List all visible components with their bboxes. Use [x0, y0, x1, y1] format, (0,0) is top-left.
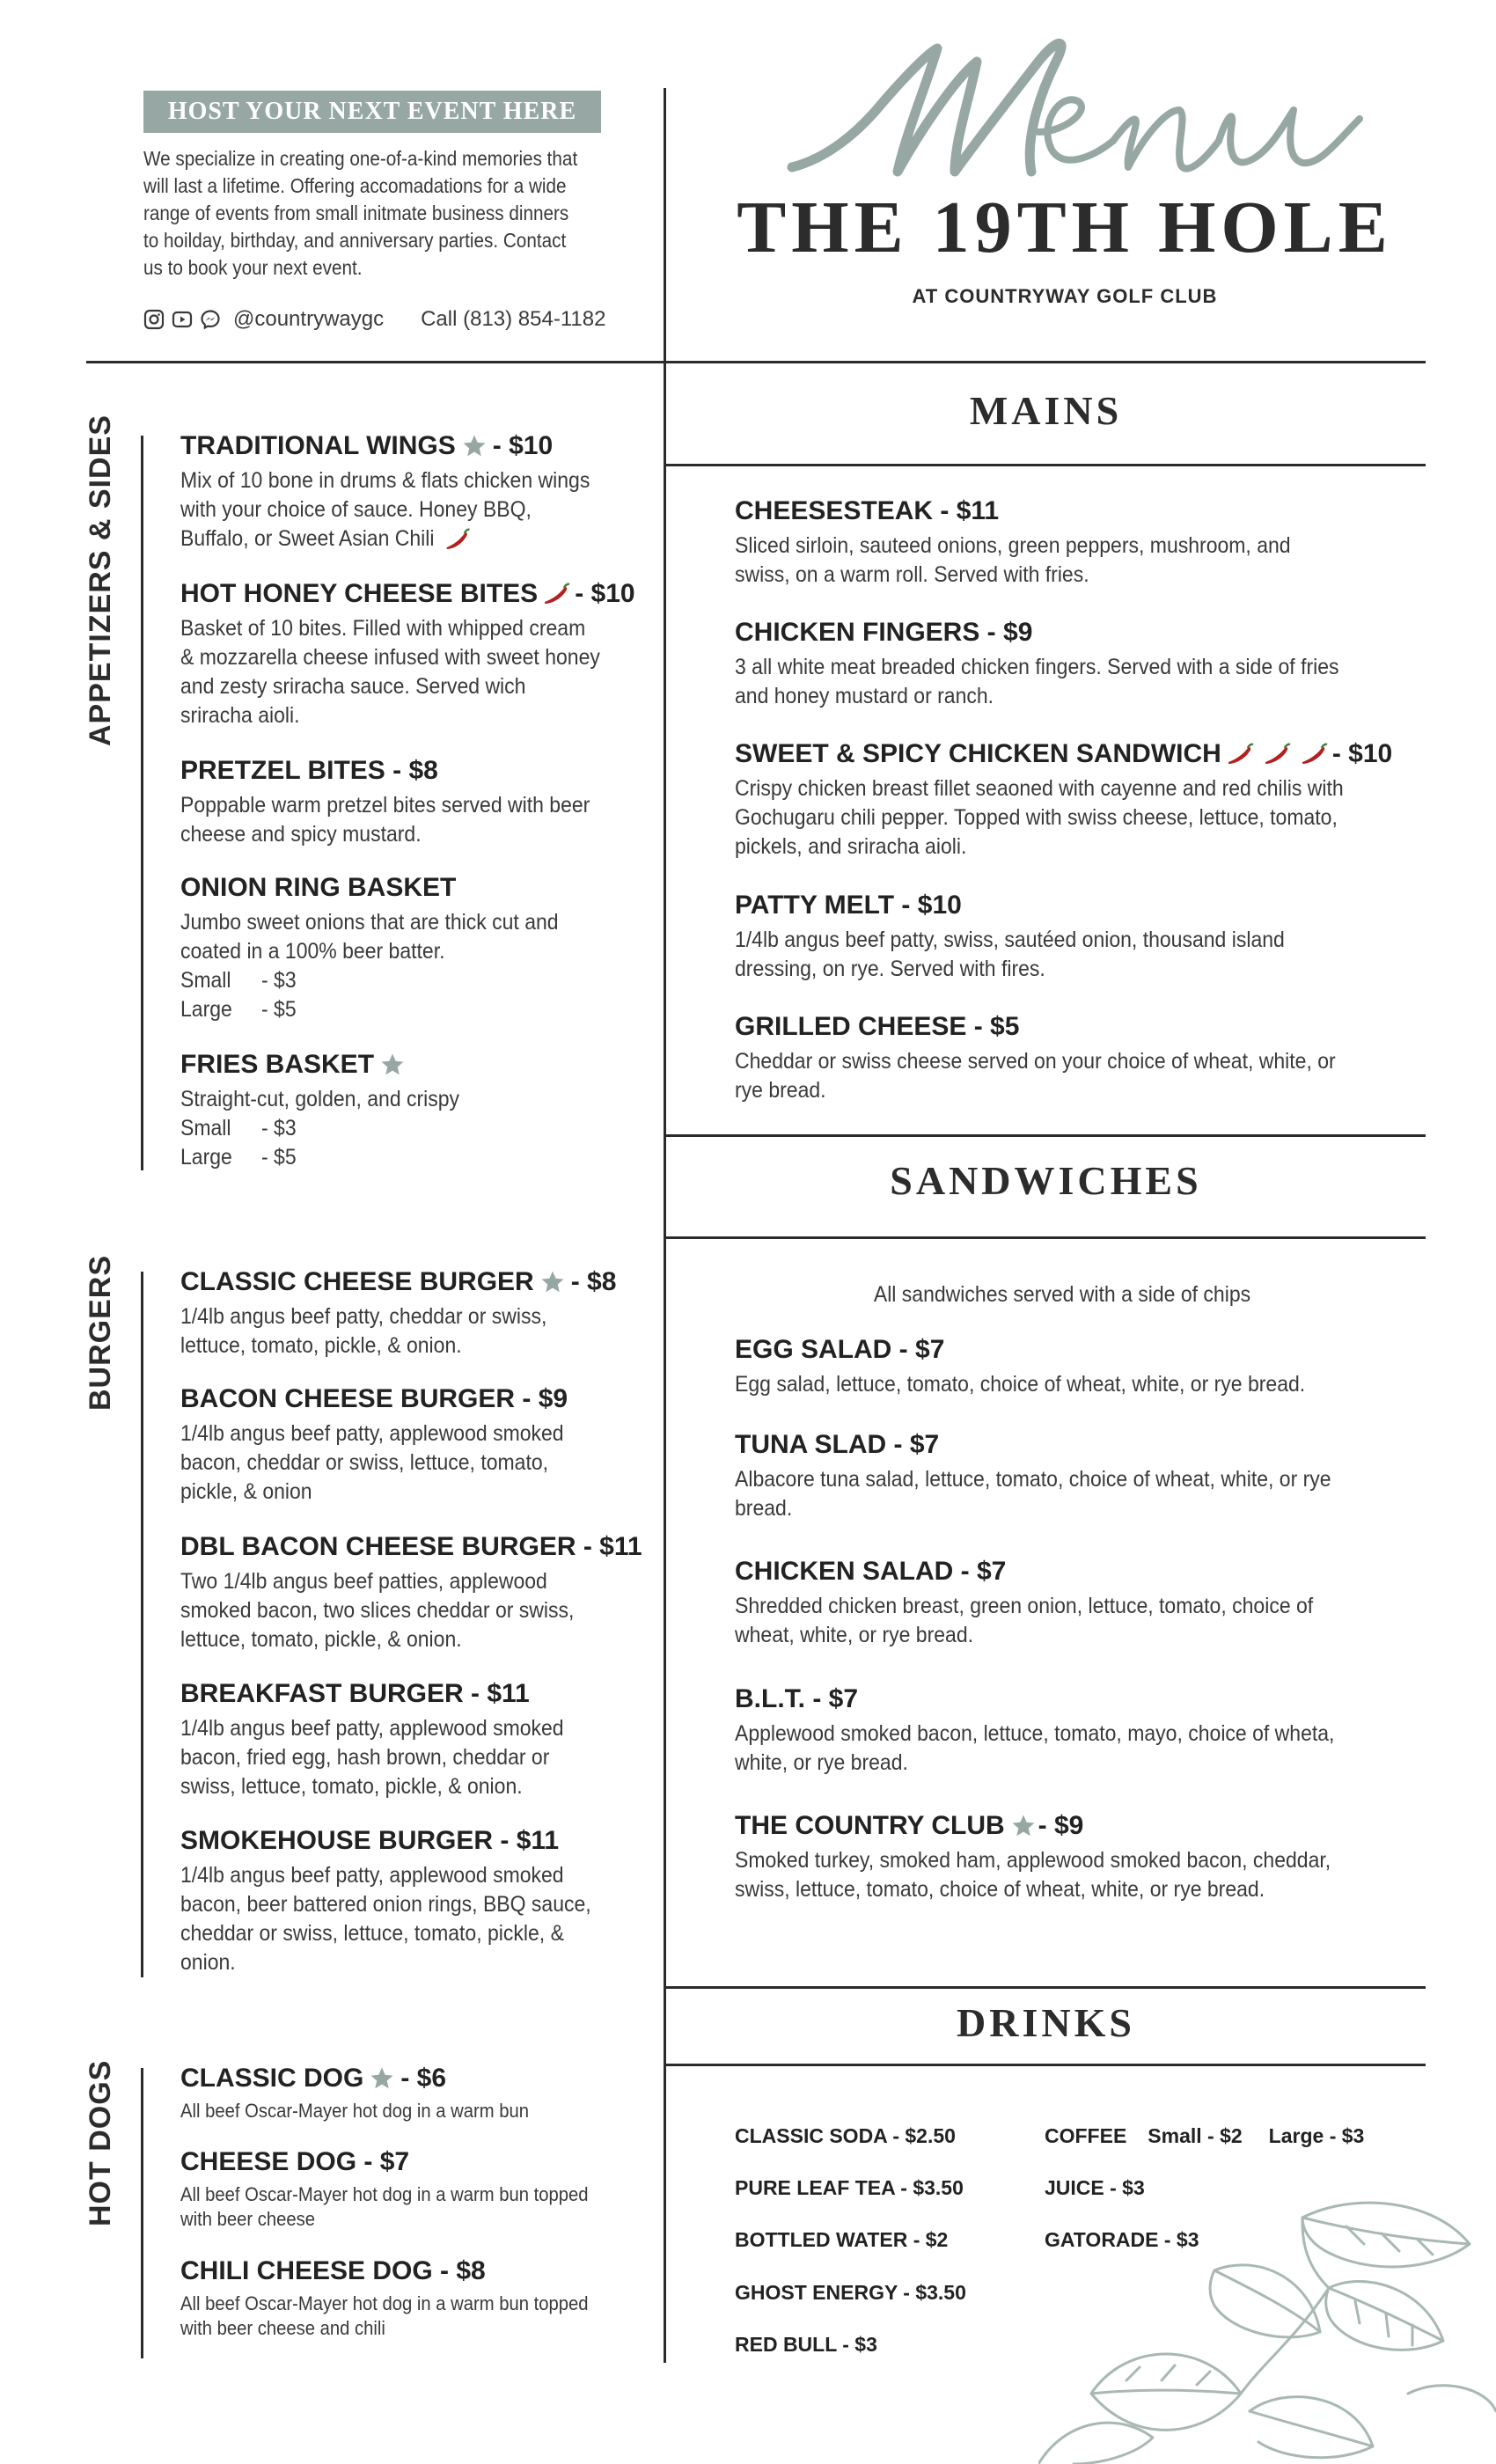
item-description: 1/4lb angus beef patty, swiss, sautéed onion, thousand island dressing, on rye. Served with fires. [735, 928, 1285, 981]
item-name: ONION RING BASKET [180, 873, 457, 902]
item-price: - $6 [400, 2064, 447, 2093]
item-description: All beef Oscar-Mayer hot dog in a warm bun [180, 2100, 529, 2122]
item-description: 1/4lb angus beef patty, applewood smoked bacon, fried egg, hash brown, cheddar or swiss, lettuce, tomato, pickle, & onion. [180, 1716, 564, 1799]
sandwiches-top-divider [666, 1134, 1426, 1137]
sandwiches-divider [666, 1236, 1426, 1239]
item-name: CHICKEN FINGERS - $9 [735, 618, 1033, 647]
host-event-text: We specialize in creating one-of-a-kind memories that will last a lifetime. Offering accomadations for a wide range of events from small initmate business dinners to hoilday, birthday, and anniversary parties. Contact us to book your next event. [143, 147, 578, 279]
item-description: Applewood smoked bacon, lettuce, tomato, mayo, choice of wheta, white, or rye bread. [735, 1721, 1335, 1775]
drink-item: PURE LEAF TEA - $3.50 [735, 2176, 964, 2199]
drink-item: BOTTLED WATER - $2 [735, 2228, 949, 2251]
host-event-heading: HOST YOUR NEXT EVENT HERE [143, 91, 601, 133]
item-name: CHEESE DOG - $7 [180, 2147, 410, 2176]
item-description: All beef Oscar-Mayer hot dog in a warm bun topped with beer cheese [180, 2183, 589, 2230]
item-description: Straight-cut, golden, and crispy [180, 1087, 460, 1111]
mains-divider [666, 464, 1426, 466]
menu-item [180, 2255, 638, 2341]
menu-item [735, 1555, 1404, 1650]
menu-item [735, 889, 1404, 984]
appetizers-bar [141, 436, 143, 1170]
menu-item [735, 1333, 1404, 1399]
drink-item: GHOST ENERGY - $3.50 [735, 2281, 966, 2304]
menu-item [180, 429, 638, 554]
appetizers-label: APPETIZERS & SIDES [84, 414, 117, 746]
item-name: CHILI CHEESE DOG - $8 [180, 2256, 486, 2285]
item-name: CLASSIC CHEESE BURGER [180, 1267, 534, 1296]
drink-item-coffee: COFFEE Small - $2 Large - $3 [1045, 2124, 1365, 2147]
size-row: Large - $5 [180, 1145, 297, 1170]
hotdogs-bar [141, 2068, 143, 2358]
size-row: Small - $3 [180, 968, 297, 993]
instagram-icon[interactable] [143, 309, 165, 330]
item-price: - $10 [575, 579, 635, 608]
item-price: - $8 [570, 1267, 617, 1296]
phone-number[interactable]: Call (813) 854-1182 [421, 307, 606, 331]
star-icon [1010, 1813, 1037, 1839]
menu-item [180, 1265, 638, 1360]
menu-item [180, 871, 638, 1024]
menu-item [735, 1010, 1404, 1105]
burgers-label: BURGERS [84, 1254, 117, 1411]
size-row: Small - $3 [180, 1116, 297, 1140]
item-description: Smoked turkey, smoked ham, applewood smoked bacon, cheddar, swiss, lettuce, tomato, choice of wheat, white, or rye bread. [735, 1848, 1331, 1902]
menu-item [735, 1428, 1404, 1523]
item-name: B.L.T. - $7 [735, 1684, 859, 1713]
item-description: Sliced sirloin, sauteed onions, green peppers, mushroom, and swiss, on a warm roll. Served with fries. [735, 533, 1291, 587]
item-description: Cheddar or swiss cheese served on your choice of wheat, white, or rye bread. [735, 1049, 1336, 1103]
menu-item [735, 616, 1404, 711]
menu-item [180, 754, 638, 849]
chili-pepper-icon [444, 526, 471, 553]
item-description: Basket of 10 bites. Filled with whipped cream & mozzarella cheese infused with sweet honey and zesty sriracha sauce. Served wich sriracha aioli. [180, 616, 600, 728]
item-name: CHEESESTEAK - $11 [735, 496, 1000, 525]
item-description: Poppable warm pretzel bites served with beer cheese and spicy mustard. [180, 793, 590, 847]
item-description: Mix of 10 bone in drums & flats chicken wings with your choice of sauce. Honey BBQ, Buffalo, or Sweet Asian Chili [180, 468, 590, 551]
item-description: 1/4lb angus beef patty, applewood smoked bacon, cheddar or swiss, lettuce, tomato, pickle, & onion [180, 1421, 564, 1504]
item-description: 3 all white meat breaded chicken fingers. Served with a side of fries and honey mustard or ranch. [735, 655, 1339, 708]
item-price: - $10 [1331, 739, 1393, 768]
item-name: EGG SALAD - $7 [735, 1335, 945, 1364]
item-name: PATTY MELT - $10 [735, 891, 962, 920]
youtube-icon[interactable] [172, 309, 193, 330]
menu-script-text: Menu [774, 26, 777, 27]
item-price: - $10 [492, 431, 554, 460]
item-name: BACON CHEESE BURGER - $9 [180, 1384, 568, 1413]
drinks-divider [666, 2064, 1426, 2066]
item-description: Jumbo sweet onions that are thick cut and coated in a 100% beer batter. [180, 910, 559, 964]
drinks-top-divider [666, 1986, 1426, 1989]
item-name: TRADITIONAL WINGS [180, 431, 456, 460]
size-row: Large - $5 [180, 997, 297, 1022]
chili-pepper-icon [541, 581, 571, 607]
item-description: Two 1/4lb angus beef patties, applewood smoked bacon, two slices cheddar or swiss, lettuce, tomato, pickle, & onion. [180, 1569, 575, 1652]
star-icon [539, 1269, 566, 1295]
menu-item [735, 495, 1404, 590]
item-name: FRIES BASKET [180, 1050, 375, 1079]
menu-item [735, 1809, 1404, 1904]
item-name: GRILLED CHEESE - $5 [735, 1012, 1020, 1041]
menu-item [180, 1530, 656, 1654]
chili-pepper-icon [1299, 741, 1329, 767]
messenger-icon[interactable] [200, 309, 221, 330]
item-price: - $9 [1038, 1811, 1084, 1840]
drinks-title: DRINKS [957, 2000, 1135, 2045]
social-handle[interactable]: @countrywaygc [233, 307, 385, 331]
menu-item [180, 2145, 638, 2232]
item-name: CLASSIC DOG [180, 2064, 364, 2093]
social-row [143, 304, 605, 334]
menu-item [735, 1683, 1404, 1778]
item-name: DBL BACON CHEESE BURGER - $11 [180, 1532, 642, 1561]
menu-item [180, 1677, 638, 1801]
hotdogs-label: HOT DOGS [84, 2059, 117, 2226]
item-description: Albacore tuna salad, lettuce, tomato, choice of wheat, white, or rye bread. [735, 1467, 1331, 1521]
menu-item [180, 2062, 638, 2123]
item-name: TUNA SLAD - $7 [735, 1430, 940, 1459]
basil-leaves-illustration [1038, 2191, 1496, 2464]
drink-item: GATORADE - $3 [1045, 2228, 1199, 2251]
item-description: Shredded chicken breast, green onion, lettuce, tomato, choice of wheat, white, or rye bread. [735, 1594, 1314, 1647]
drink-item: CLASSIC SODA - $2.50 [735, 2124, 956, 2147]
star-icon [461, 433, 488, 459]
menu-item [180, 1382, 638, 1507]
item-description: All beef Oscar-Mayer hot dog in a warm bun topped with beer cheese and chili [180, 2292, 589, 2339]
item-description: Egg salad, lettuce, tomato, choice of wheat, white, or rye bread. [735, 1372, 1306, 1397]
menu-item [180, 577, 638, 730]
star-icon [369, 2065, 395, 2092]
star-icon [379, 1052, 406, 1078]
restaurant-title: THE 19TH HOLE [737, 187, 1393, 268]
drink-item: RED BULL - $3 [735, 2333, 877, 2356]
item-name: PRETZEL BITES - $8 [180, 756, 438, 785]
menu-script-logo [774, 26, 1373, 202]
mains-title: MAINS [969, 388, 1123, 433]
restaurant-subtitle: AT COUNTRYWAY GOLF CLUB [912, 285, 1218, 307]
item-name: SWEET & SPICY CHICKEN SANDWICH [735, 739, 1221, 768]
drink-item: JUICE - $3 [1045, 2176, 1145, 2199]
item-name: SMOKEHOUSE BURGER - $11 [180, 1826, 560, 1855]
item-name: HOT HONEY CHEESE BITES [180, 579, 539, 608]
burgers-bar [141, 1272, 143, 1977]
item-name: THE COUNTRY CLUB [735, 1811, 1005, 1840]
menu-item [180, 1048, 638, 1172]
item-description: 1/4lb angus beef patty, applewood smoked bacon, beer battered onion rings, BBQ sauce, cheddar or swiss, lettuce, tomato, pickle, & onion. [180, 1863, 591, 1975]
item-name: CHICKEN SALAD - $7 [735, 1557, 1007, 1586]
menu-item [735, 737, 1412, 862]
item-name: BREAKFAST BURGER - $11 [180, 1679, 530, 1708]
sandwiches-title: SANDWICHES [890, 1158, 1202, 1203]
chili-pepper-icon [1262, 741, 1292, 767]
item-description: Crispy chicken breast fillet seaoned with cayenne and red chilis with Gochugaru chili pepper. Topped with swiss cheese, lettuce, tomato, pickels, and sriracha aioli. [735, 776, 1344, 859]
top-divider [86, 361, 1426, 363]
chili-pepper-icon [1225, 741, 1255, 767]
menu-item [180, 1824, 638, 1977]
item-description: 1/4lb angus beef patty, cheddar or swiss, lettuce, tomato, pickle, & onion. [180, 1304, 547, 1358]
sandwiches-note: All sandwiches served with a side of chips [873, 1282, 1251, 1307]
